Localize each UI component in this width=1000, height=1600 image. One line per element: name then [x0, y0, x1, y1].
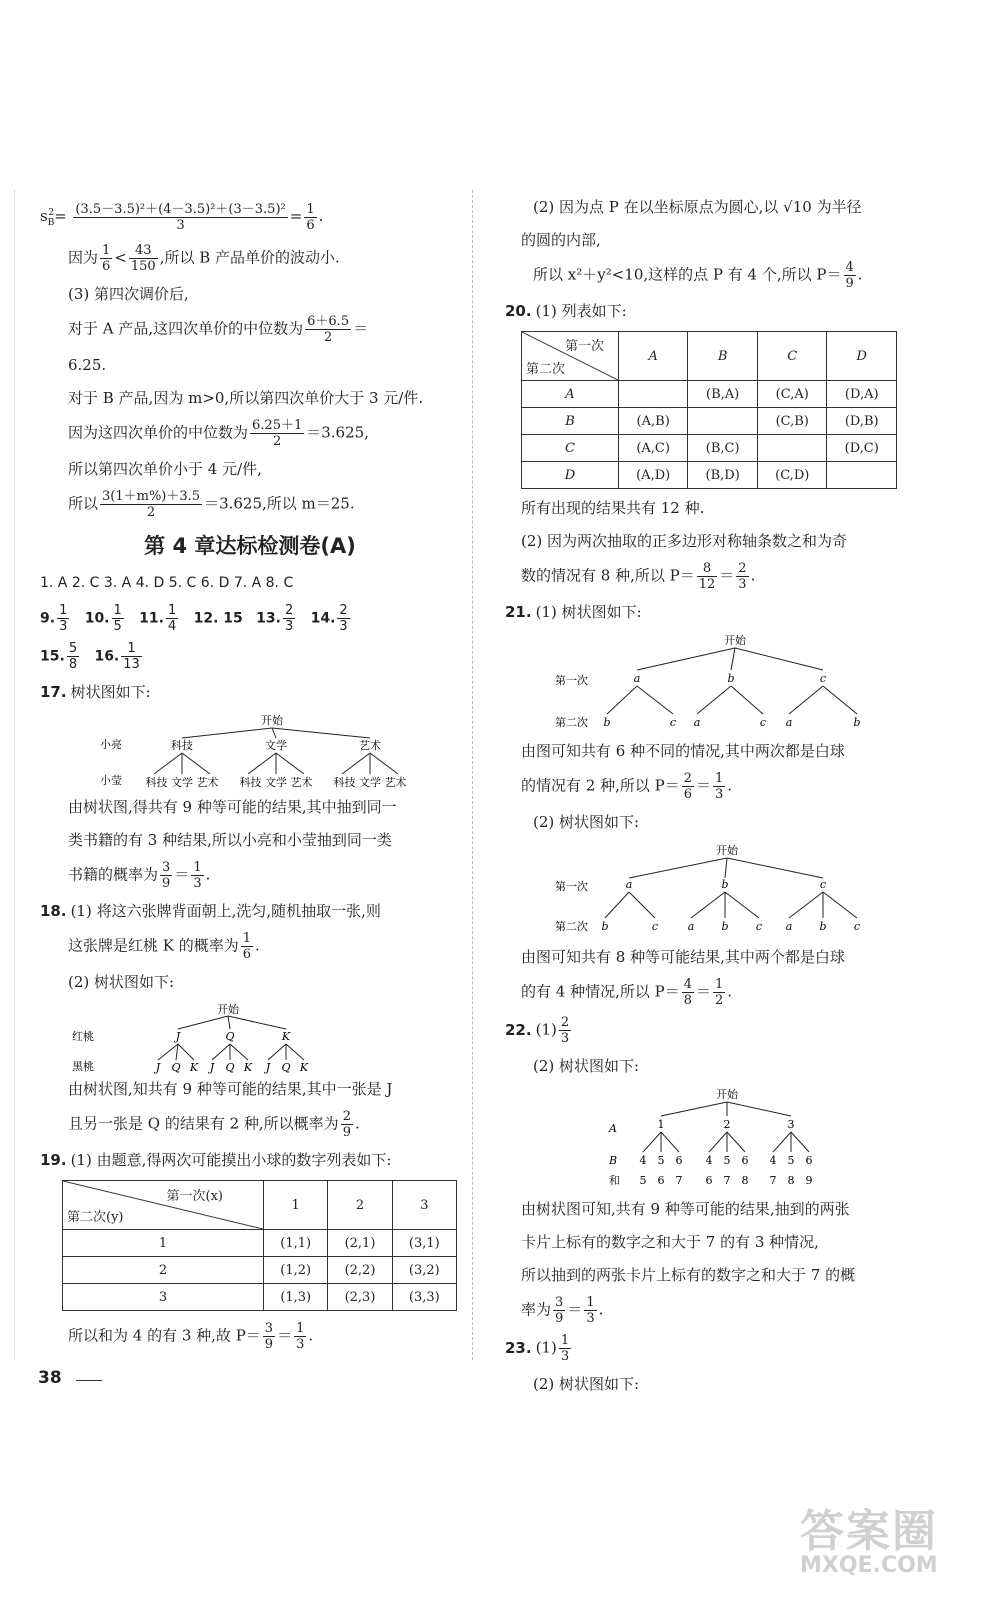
svg-text:4: 4	[705, 1154, 713, 1167]
tree-diagram-22	[505, 1086, 905, 1196]
tree-leaves: 科技 文学 艺术	[239, 776, 313, 789]
tree-row-label: 小亮	[100, 738, 122, 751]
probability-line: 且另一张是 Q 的结果有 2 种,所以概率为 $\frac{2}{9}$ .	[68, 1109, 360, 1140]
text-line: (2) 树状图如下:	[533, 813, 640, 831]
svg-text:5: 5	[639, 1174, 647, 1187]
svg-text:c: c	[651, 920, 659, 933]
text-line: 所以第四次单价小于 4 元/件,	[68, 460, 262, 478]
answers-9-14: 9. $\frac{1}{3}$ 10. $\frac{1}{5}$ 11. $\frac{1}{4}$ 12. 15 13. $\frac{2}{3}$ 14. $\frac{2}{3}$	[40, 603, 348, 634]
question-21: 21. (1) 树状图如下:	[505, 603, 642, 621]
text-line: 由图可知共有 6 种不同的情况,其中两次都是白球	[521, 742, 845, 760]
svg-text:第一次: 第一次	[555, 674, 588, 687]
svg-text:4: 4	[639, 1154, 647, 1167]
svg-text:a: a	[693, 716, 701, 729]
tree-leaf: J	[265, 1061, 271, 1074]
svg-text:5: 5	[787, 1154, 795, 1167]
compare-line: 因为 $\frac{1}{6}$ < $\frac{43}{150}$ ,所以 B 产品单价的波动小.	[68, 243, 340, 274]
svg-text:a: a	[687, 920, 695, 933]
svg-text:7: 7	[769, 1174, 777, 1187]
tree-diagram-18	[68, 1002, 368, 1076]
svg-text:7: 7	[675, 1174, 683, 1187]
section-title: 第 4 章达标检测卷(A)	[144, 534, 356, 558]
svg-text:8: 8	[787, 1174, 795, 1187]
tree-node: 艺术	[359, 739, 381, 752]
text-line: 所有出现的结果共有 12 种.	[521, 499, 705, 517]
svg-text:2: 2	[723, 1118, 731, 1131]
text-line: 由树状图,知共有 9 种等可能的结果,其中一张是 J	[68, 1080, 393, 1098]
page-number-dash	[76, 1380, 102, 1381]
text-line: (2) 因为点 P 在以坐标原点为圆心,以 √10 为半径	[533, 198, 862, 216]
svg-text:7: 7	[723, 1174, 731, 1187]
tree-leaf: K	[299, 1061, 309, 1074]
text-line: 由树状图可知,共有 9 种等可能的结果,抽到的两张	[521, 1200, 850, 1218]
question-17: 17. 树状图如下:	[40, 683, 151, 701]
table-row: 3 (1,3) (2,3) (3,3)	[63, 1284, 457, 1311]
text-line: (2) 树状图如下:	[68, 973, 175, 991]
svg-text:6: 6	[675, 1154, 683, 1167]
column-divider	[472, 190, 473, 1360]
probability-line: 所以 x²＋y²<10,这样的点 P 有 4 个,所以 P＝ $\frac{4}{9}$ .	[533, 260, 863, 291]
svg-text:a: a	[625, 878, 633, 891]
solve-m-line: 所以 $\frac{3(1+m\%)+3.5}{2}$ ＝3.625,所以 m＝25.	[68, 489, 355, 520]
tree-row-label: 小莹	[100, 774, 122, 787]
tree-leaf: Q	[171, 1061, 181, 1074]
variance-fraction: $\frac{\text{(3.5－3.5)²＋(4－3.5)²＋(3－3.5)²}}{3}$	[75, 201, 286, 233]
text-line: 卡片上标有的数字之和大于 7 的有 3 种情况,	[521, 1233, 819, 1251]
svg-text:6: 6	[805, 1154, 813, 1167]
tree-node: K	[281, 1030, 291, 1043]
question-18: 18. (1) 将这六张牌背面朝上,洗匀,随机抽取一张,则	[40, 902, 381, 920]
svg-text:a: a	[633, 672, 641, 685]
svg-text:A: A	[609, 1122, 617, 1135]
svg-text:b: b	[603, 716, 611, 729]
text-line: 6.25.	[68, 356, 107, 374]
answers-15-16: 15. $\frac{5}{8}$ 16. $\frac{1}{13}$	[40, 641, 140, 672]
probability-line: 率为 $\frac{3}{9}$ ＝ $\frac{1}{3}$ .	[521, 1295, 604, 1326]
tree-leaf: J	[209, 1061, 215, 1074]
svg-text:b: b	[819, 920, 827, 933]
question-22: 22. (1) $\frac{2}{3}$	[505, 1015, 570, 1046]
svg-text:c: c	[759, 716, 767, 729]
svg-text:c: c	[669, 716, 677, 729]
tree-leaves: 科技 文学 艺术	[333, 776, 407, 789]
svg-text:5: 5	[657, 1154, 665, 1167]
svg-text:c: c	[755, 920, 763, 933]
text-line: (2) 树状图如下:	[533, 1057, 640, 1075]
text-line: 的圆的内部,	[521, 231, 601, 249]
left-margin-line	[14, 190, 15, 1360]
table-row: 1 (1,1) (2,1) (3,1)	[63, 1230, 457, 1257]
svg-text:1: 1	[657, 1118, 665, 1131]
table-row: 第一次(x) 第二次(y) 1 2 3	[63, 1181, 457, 1230]
question-20: 20. (1) 列表如下:	[505, 302, 627, 320]
svg-text:8: 8	[741, 1174, 749, 1187]
svg-text:第二次: 第二次	[555, 920, 588, 933]
svg-text:开始: 开始	[716, 1088, 738, 1101]
tree-leaf: J	[155, 1061, 161, 1074]
text-line: 由树状图,得共有 9 种等可能的结果,其中抽到同一	[68, 798, 397, 816]
svg-text:B: B	[609, 1154, 618, 1167]
probability-line: 的有 4 种情况,所以 P＝ $\frac{4}{8}$ ＝ $\frac{1}{2}$ .	[521, 977, 733, 1008]
tree-node: J	[175, 1030, 181, 1043]
question-23: 23. (1) $\frac{1}{3}$	[505, 1333, 570, 1364]
table-row: 2 (1,2) (2,2) (3,2)	[63, 1257, 457, 1284]
left-column	[40, 190, 460, 1359]
svg-text:6: 6	[741, 1154, 749, 1167]
svg-text:b: b	[853, 716, 861, 729]
tree-node: Q	[225, 1030, 235, 1043]
probability-line: 数的情况有 8 种,所以 P＝ $\frac{8}{12}$ ＝ $\frac{2}{3}$ .	[521, 561, 756, 592]
svg-text:开始: 开始	[724, 634, 746, 647]
svg-text:b: b	[601, 920, 609, 933]
svg-text:6: 6	[657, 1174, 665, 1187]
table-row: B (A,B) (C,B) (D,B)	[522, 408, 897, 435]
svg-text:第一次: 第一次	[555, 880, 588, 893]
text-line: (3) 第四次调价后,	[68, 285, 189, 303]
median-b-line: 因为这四次单价的中位数为 $\frac{6.25+1}{2}$ ＝3.625,	[68, 418, 369, 449]
probability-line: 这张牌是红桃 K 的概率为 $\frac{1}{6}$ .	[68, 931, 260, 962]
svg-text:开始: 开始	[716, 844, 738, 857]
svg-text:c: c	[819, 672, 827, 685]
text-line: (2) 树状图如下:	[533, 1375, 640, 1393]
watermark-logo: 答案圈 MXQE.COM	[800, 1506, 938, 1578]
svg-text:6: 6	[705, 1174, 713, 1187]
svg-text:a: a	[785, 920, 793, 933]
tree-leaf: K	[243, 1061, 253, 1074]
variance-line: $s_B^2=$ $\frac{\text{(3.5－3.5)²＋(4－3.5)²＋(3－3.5)²}}{3}$ = $\frac{1}{6}$ .	[40, 201, 324, 233]
tree-leaves: 科技 文学 艺术	[145, 776, 219, 789]
svg-text:5: 5	[723, 1154, 731, 1167]
text-line: (2) 因为两次抽取的正多边形对称轴条数之和为奇	[521, 532, 848, 550]
text-line: 对于 B 产品,因为 m>0,所以第四次单价大于 3 元/件.	[68, 389, 424, 407]
table-row: A (B,A) (C,A) (D,A)	[522, 381, 897, 408]
median-a-line: 对于 A 产品,这四次单价的中位数为 $\frac{6+6.5}{2}$ ＝	[68, 314, 369, 345]
tree-node: 文学	[265, 739, 287, 752]
text-line: 类书籍的有 3 种结果,所以小亮和小莹抽到同一类	[68, 831, 392, 849]
diagonal-header-cell: 第一次 第二次	[522, 332, 619, 381]
right-column	[505, 190, 935, 1404]
svg-text:4: 4	[769, 1154, 777, 1167]
svg-text:a: a	[785, 716, 793, 729]
tree-diagram-21b	[505, 842, 905, 938]
tree-root: 开始	[217, 1003, 239, 1016]
tree-row-label: 黑桃	[72, 1060, 94, 1073]
tree-root: 开始	[261, 714, 283, 727]
page-number: 38	[38, 1368, 62, 1388]
text-line: 由图可知共有 8 种等可能结果,其中两个都是白球	[521, 948, 845, 966]
svg-text:c: c	[819, 878, 827, 891]
table-19	[62, 1180, 457, 1311]
tree-diagram-17	[40, 712, 440, 794]
probability-line: 书籍的概率为 $\frac{3}{9}$ ＝ $\frac{1}{3}$ .	[68, 860, 211, 891]
tree-diagram-21a	[505, 632, 905, 732]
tree-leaf: Q	[281, 1061, 291, 1074]
tree-leaf: Q	[225, 1061, 235, 1074]
svg-text:b: b	[721, 878, 729, 891]
tree-row-label: 红桃	[72, 1030, 94, 1043]
svg-text:9: 9	[805, 1174, 813, 1187]
svg-text:b: b	[721, 920, 729, 933]
svg-text:第二次: 第二次	[555, 716, 588, 729]
svg-text:3: 3	[787, 1118, 795, 1131]
answers-1-8: 1. A 2. C 3. A 4. D 5. C 6. D 7. A 8. C	[40, 575, 294, 591]
diagonal-header-cell: 第一次(x) 第二次(y)	[63, 1181, 264, 1230]
probability-line: 所以和为 4 的有 3 种,故 P＝ $\frac{3}{9}$ ＝ $\frac{1}{3}$ .	[68, 1321, 314, 1352]
table-20	[521, 331, 897, 489]
question-19: 19. (1) 由题意,得两次可能摸出小球的数字列表如下:	[40, 1151, 392, 1169]
svg-text:和: 和	[609, 1174, 620, 1187]
tree-leaf: K	[189, 1061, 199, 1074]
probability-line: 的情况有 2 种,所以 P＝ $\frac{2}{6}$ ＝ $\frac{1}{3}$ .	[521, 771, 733, 802]
table-row: 第一次 第二次 A B C D	[522, 332, 897, 381]
table-row: C (A,C) (B,C) (D,C)	[522, 435, 897, 462]
tree-node: 科技	[171, 739, 193, 752]
table-row: D (A,D) (B,D) (C,D)	[522, 462, 897, 489]
svg-text:b: b	[727, 672, 735, 685]
svg-text:c: c	[853, 920, 861, 933]
text-line: 所以抽到的两张卡片上标有的数字之和大于 7 的概	[521, 1266, 856, 1284]
